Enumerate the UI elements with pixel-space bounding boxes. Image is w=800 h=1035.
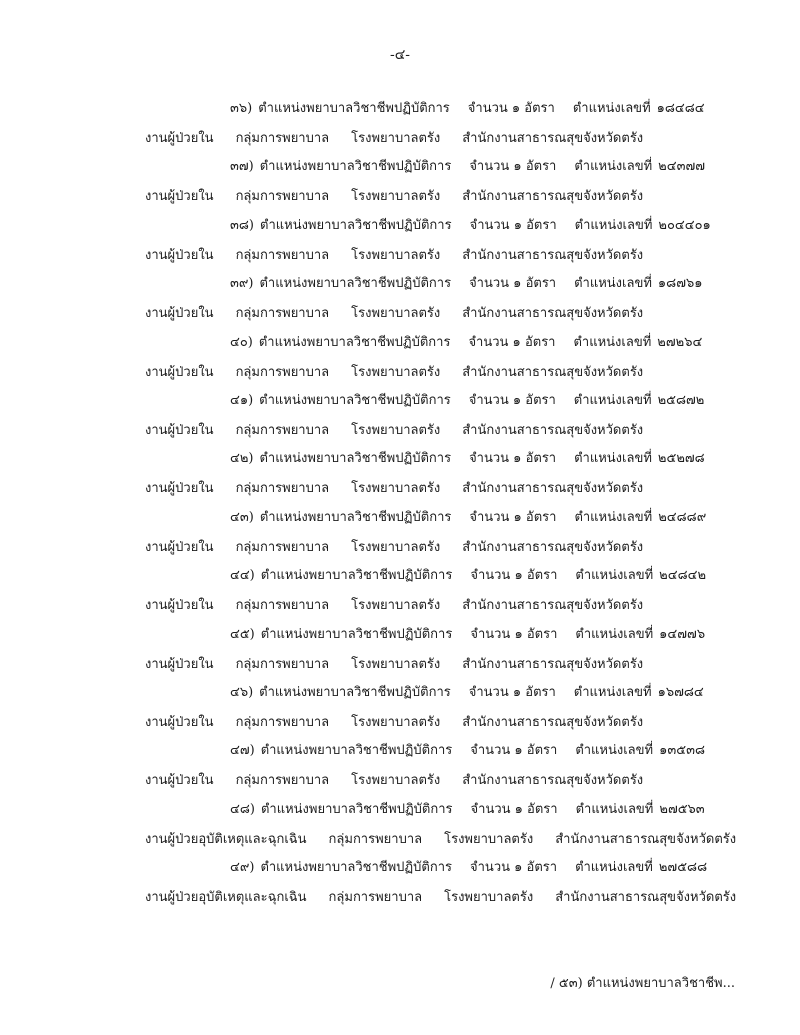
hospital: โรงพยาบาลตรัง — [444, 831, 534, 847]
group: กลุ่มการพยาบาล — [235, 481, 330, 497]
position-no-label: ตำแหน่งเลขที่ — [574, 159, 653, 175]
group: กลุ่มการพยาบาล — [235, 539, 330, 555]
list-item — [0, 100, 800, 158]
position-no: ๑๔๗๗๖ — [659, 626, 706, 642]
department-line — [145, 130, 643, 148]
office: สำนักงานสาธารณสุขจังหวัดตรัง — [462, 189, 644, 205]
position-line — [230, 158, 705, 176]
unit: งานผู้ป่วยใน — [145, 189, 214, 205]
group: กลุ่มการพยาบาล — [235, 656, 330, 672]
position-no-label: ตำแหน่งเลขที่ — [575, 743, 654, 759]
quantity: จำนวน ๑ อัตรา — [469, 451, 557, 467]
position-line — [230, 100, 705, 118]
office: สำนักงานสาธารณสุขจังหวัดตรัง — [462, 773, 644, 789]
position-no: ๑๘๗๖๑ — [657, 276, 703, 292]
group: กลุ่มการพยาบาล — [235, 714, 330, 730]
unit: งานผู้ป่วยใน — [145, 247, 214, 263]
quantity: จำนวน ๑ อัตรา — [468, 392, 556, 408]
position-no: ๑๓๕๓๘ — [659, 743, 706, 759]
hospital: โรงพยาบาลตรัง — [351, 422, 441, 438]
item-number: ๔๙) — [230, 860, 255, 876]
quantity: จำนวน ๑ อัตรา — [468, 334, 556, 350]
hospital: โรงพยาบาลตรัง — [351, 364, 441, 380]
position-no-label: ตำแหน่งเลขที่ — [574, 217, 653, 233]
item-number: ๔๑) — [230, 392, 254, 408]
position-no: ๒๔๘๘๙ — [658, 509, 707, 525]
hospital: โรงพยาบาลตรัง — [351, 306, 441, 322]
quantity: จำนวน ๑ อัตรา — [469, 276, 557, 292]
position-no: ๒๗๕๖๓ — [659, 801, 705, 817]
position-title: ตำแหน่งพยาบาลวิชาชีพปฏิบัติการ — [259, 159, 452, 175]
list-item — [0, 217, 800, 275]
position-line — [230, 626, 705, 644]
group: กลุ่มการพยาบาล — [235, 131, 330, 146]
group: กลุ่มการพยาบาล — [235, 598, 330, 614]
position-title: ตำแหน่งพยาบาลวิชาชีพปฏิบัติการ — [260, 801, 453, 817]
quantity: จำนวน ๑ อัตรา — [469, 217, 557, 233]
office: สำนักงานสาธารณสุขจังหวัดตรัง — [462, 539, 644, 555]
position-title: ตำแหน่งพยาบาลวิชาชีพปฏิบัติการ — [259, 684, 451, 700]
list-item — [0, 450, 800, 508]
office: สำนักงานสาธารณสุขจังหวัดตรัง — [462, 481, 644, 497]
department-line — [145, 305, 643, 323]
list-item — [0, 859, 800, 917]
list-item — [0, 334, 800, 392]
department-line — [145, 480, 643, 498]
office: สำนักงานสาธารณสุขจังหวัดตรัง — [555, 890, 737, 906]
office: สำนักงานสาธารณสุขจังหวัดตรัง — [462, 714, 644, 730]
position-title: ตำแหน่งพยาบาลวิชาชีพปฏิบัติการ — [260, 743, 453, 759]
group: กลุ่มการพยาบาล — [235, 306, 330, 322]
unit: งานผู้ป่วยใน — [145, 714, 214, 730]
office: สำนักงานสาธารณสุขจังหวัดตรัง — [462, 247, 644, 263]
group: กลุ่มการพยาบาล — [328, 890, 423, 906]
unit: งานผู้ป่วยใน — [145, 131, 214, 146]
list-item — [0, 801, 800, 859]
office: สำนักงานสาธารณสุขจังหวัดตรัง — [462, 598, 644, 614]
list-item — [0, 684, 800, 742]
item-number: ๓๖) — [230, 101, 253, 116]
continuation-note: / ๕๓) ตำแหน่งพยาบาลวิชาชีพ... — [550, 976, 735, 991]
unit: งานผู้ป่วยใน — [145, 656, 214, 672]
department-line — [145, 889, 736, 907]
position-no: ๒๔๓๗๗ — [658, 159, 706, 175]
item-number: ๔๕) — [230, 626, 255, 642]
position-no-label: ตำแหน่งเลขที่ — [574, 451, 652, 467]
position-title: ตำแหน่งพยาบาลวิชาชีพปฏิบัติการ — [260, 860, 453, 876]
list-item — [0, 567, 800, 625]
list-item — [0, 275, 800, 333]
position-no: ๒๐๔๔๐๑ — [658, 217, 711, 233]
position-no: ๑๖๗๘๔ — [657, 684, 704, 700]
position-line — [230, 217, 711, 235]
position-no: ๒๔๘๔๒ — [659, 568, 707, 584]
position-no-label: ตำแหน่งเลขที่ — [575, 801, 654, 817]
office: สำนักงานสาธารณสุขจังหวัดตรัง — [462, 131, 644, 146]
position-no: ๒๗๒๖๔ — [657, 334, 703, 350]
unit: งานผู้ป่วยใน — [145, 481, 214, 497]
quantity: จำนวน ๑ อัตรา — [470, 801, 558, 817]
hospital: โรงพยาบาลตรัง — [444, 890, 534, 906]
item-number: ๔๘) — [230, 801, 255, 817]
hospital: โรงพยาบาลตรัง — [351, 714, 441, 730]
position-line — [230, 275, 702, 293]
office: สำนักงานสาธารณสุขจังหวัดตรัง — [462, 422, 644, 438]
position-line — [230, 334, 702, 352]
position-title: ตำแหน่งพยาบาลวิชาชีพปฏิบัติการ — [259, 276, 452, 292]
position-title: ตำแหน่งพยาบาลวิชาชีพปฏิบัติการ — [259, 509, 452, 525]
position-line — [230, 859, 707, 877]
department-line — [145, 247, 643, 265]
item-number: ๔๒) — [230, 451, 254, 467]
item-number: ๔๖) — [230, 684, 254, 700]
position-title: ตำแหน่งพยาบาลวิชาชีพปฏิบัติการ — [258, 101, 450, 116]
position-line — [230, 567, 706, 585]
department-line — [145, 714, 643, 732]
department-line — [145, 422, 643, 440]
hospital: โรงพยาบาลตรัง — [351, 247, 441, 263]
quantity: จำนวน ๑ อัตรา — [469, 159, 557, 175]
position-title: ตำแหน่งพยาบาลวิชาชีพปฏิบัติการ — [259, 392, 451, 408]
unit: งานผู้ป่วยใน — [145, 306, 214, 322]
unit: งานผู้ป่วยใน — [145, 773, 214, 789]
item-number: ๓๙) — [230, 276, 254, 292]
item-number: ๓๘) — [230, 217, 254, 233]
office: สำนักงานสาธารณสุขจังหวัดตรัง — [462, 364, 644, 380]
quantity: จำนวน ๑ อัตรา — [468, 684, 556, 700]
group: กลุ่มการพยาบาล — [235, 247, 330, 263]
hospital: โรงพยาบาลตรัง — [351, 481, 441, 497]
list-item — [0, 742, 800, 800]
office: สำนักงานสาธารณสุขจังหวัดตรัง — [462, 656, 644, 672]
position-no: ๒๗๕๘๘ — [658, 860, 708, 876]
position-no-label: ตำแหน่งเลขที่ — [572, 101, 651, 116]
list-item — [0, 626, 800, 684]
position-no-label: ตำแหน่งเลขที่ — [575, 626, 654, 642]
quantity: จำนวน ๑ อัตรา — [467, 101, 555, 116]
unit: งานผู้ป่วยอุบัติเหตุและฉุกเฉิน — [145, 831, 307, 847]
list-item — [0, 392, 800, 450]
position-title: ตำแหน่งพยาบาลวิชาชีพปฏิบัติการ — [260, 217, 452, 233]
position-title: ตำแหน่งพยาบาลวิชาชีพปฏิบัติการ — [260, 568, 453, 584]
department-line — [145, 656, 643, 674]
position-no-label: ตำแหน่งเลขที่ — [574, 276, 652, 292]
position-no: ๒๕๒๗๘ — [657, 451, 705, 467]
quantity: จำนวน ๑ อัตรา — [470, 860, 558, 876]
department-line — [145, 772, 643, 790]
hospital: โรงพยาบาลตรัง — [351, 598, 441, 614]
position-no-label: ตำแหน่งเลขที่ — [573, 334, 652, 350]
list-item — [0, 509, 800, 567]
office: สำนักงานสาธารณสุขจังหวัดตรัง — [555, 831, 737, 847]
item-number: ๔๐) — [230, 334, 253, 350]
unit: งานผู้ป่วยใน — [145, 598, 214, 614]
position-no-label: ตำแหน่งเลขที่ — [575, 568, 654, 584]
position-line — [230, 742, 705, 760]
position-line — [230, 509, 706, 527]
position-no-label: ตำแหน่งเลขที่ — [573, 392, 652, 408]
item-number: ๔๗) — [230, 743, 255, 759]
item-number: ๓๗) — [230, 159, 254, 175]
position-no-label: ตำแหน่งเลขที่ — [574, 509, 653, 525]
position-list — [0, 100, 800, 917]
unit: งานผู้ป่วยใน — [145, 422, 214, 438]
position-no: ๑๘๔๘๔ — [656, 101, 705, 116]
position-no-label: ตำแหน่งเลขที่ — [575, 860, 653, 876]
group: กลุ่มการพยาบาล — [235, 773, 330, 789]
quantity: จำนวน ๑ อัตรา — [470, 743, 558, 759]
position-line — [230, 684, 704, 702]
department-line — [145, 188, 643, 206]
unit: งานผู้ป่วยใน — [145, 539, 214, 555]
hospital: โรงพยาบาลตรัง — [351, 131, 441, 146]
office: สำนักงานสาธารณสุขจังหวัดตรัง — [462, 306, 644, 322]
department-line — [145, 364, 643, 382]
position-no: ๒๕๘๗๒ — [657, 392, 705, 408]
unit: งานผู้ป่วยใน — [145, 364, 214, 380]
department-line — [145, 831, 736, 849]
position-line — [230, 801, 705, 819]
hospital: โรงพยาบาลตรัง — [351, 189, 441, 205]
unit: งานผู้ป่วยอุบัติเหตุและฉุกเฉิน — [145, 890, 307, 906]
group: กลุ่มการพยาบาล — [235, 364, 330, 380]
position-title: ตำแหน่งพยาบาลวิชาชีพปฏิบัติการ — [260, 626, 453, 642]
department-line — [145, 539, 643, 557]
group: กลุ่มการพยาบาล — [235, 422, 330, 438]
quantity: จำนวน ๑ อัตรา — [470, 626, 558, 642]
department-line — [145, 597, 643, 615]
group: กลุ่มการพยาบาล — [235, 189, 330, 205]
position-title: ตำแหน่งพยาบาลวิชาชีพปฏิบัติการ — [259, 451, 452, 467]
quantity: จำนวน ๑ อัตรา — [469, 509, 557, 525]
hospital: โรงพยาบาลตรัง — [351, 539, 441, 555]
position-no-label: ตำแหน่งเลขที่ — [573, 684, 652, 700]
page-number: -๔- — [389, 47, 411, 63]
hospital: โรงพยาบาลตรัง — [351, 773, 441, 789]
position-title: ตำแหน่งพยาบาลวิชาชีพปฏิบัติการ — [258, 334, 451, 350]
list-item — [0, 158, 800, 216]
item-number: ๔๓) — [230, 509, 254, 525]
position-line — [230, 450, 705, 468]
quantity: จำนวน ๑ อัตรา — [470, 568, 558, 584]
item-number: ๔๔) — [230, 568, 255, 584]
group: กลุ่มการพยาบาล — [328, 831, 423, 847]
position-line — [230, 392, 704, 410]
hospital: โรงพยาบาลตรัง — [351, 656, 441, 672]
